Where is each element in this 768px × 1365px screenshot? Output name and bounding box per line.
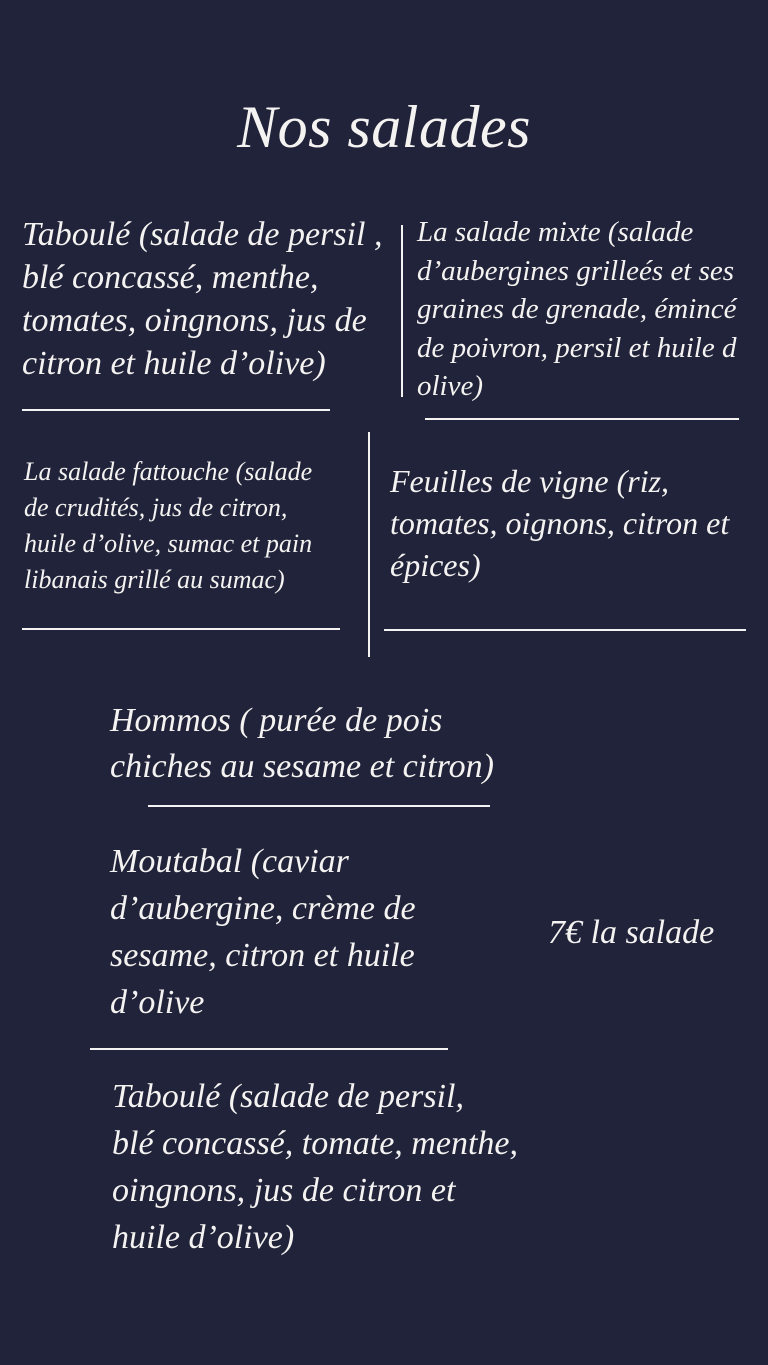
salad-feuilles-de-vigne: Feuilles de vigne (riz, tomates, oignons, citron et épices) xyxy=(390,463,730,583)
column-divider-top xyxy=(401,225,403,397)
salad-taboule-2: Taboulé (salade de persil, blé concassé, tomate, menthe, oingnons, jus de citron et huile d’olive) xyxy=(112,1078,518,1256)
divider-fattouche xyxy=(22,628,340,630)
divider-moutabal xyxy=(90,1048,448,1050)
column-divider-middle xyxy=(368,432,370,657)
divider-taboule xyxy=(22,409,330,411)
menu-title: Nos salades xyxy=(237,94,531,160)
divider-mixte xyxy=(425,418,739,420)
salad-fattouche: La salade fattouche (salade de crudités, jus de citron, huile d’olive, sumac et pain libanais grillé au sumac) xyxy=(24,457,313,594)
divider-feuilles-de-vigne xyxy=(384,629,746,631)
price-label: 7€ la salade xyxy=(548,914,715,951)
salad-mixte: La salade mixte (salade d’aubergines grilleés et ses graines de grenade, émincé de poivron, persil et huile d olive) xyxy=(417,216,737,402)
salad-taboule: Taboulé (salade de persil , blé concassé, menthe, tomates, oingnons, jus de citron et huile d’olive) xyxy=(22,216,383,382)
salad-moutabal: Moutabal (caviar d’aubergine, crème de sesame, citron et huile d’olive xyxy=(110,843,416,1021)
divider-hommos xyxy=(148,805,490,807)
salad-hommos: Hommos ( purée de pois chiches au sesame et citron) xyxy=(110,702,494,785)
